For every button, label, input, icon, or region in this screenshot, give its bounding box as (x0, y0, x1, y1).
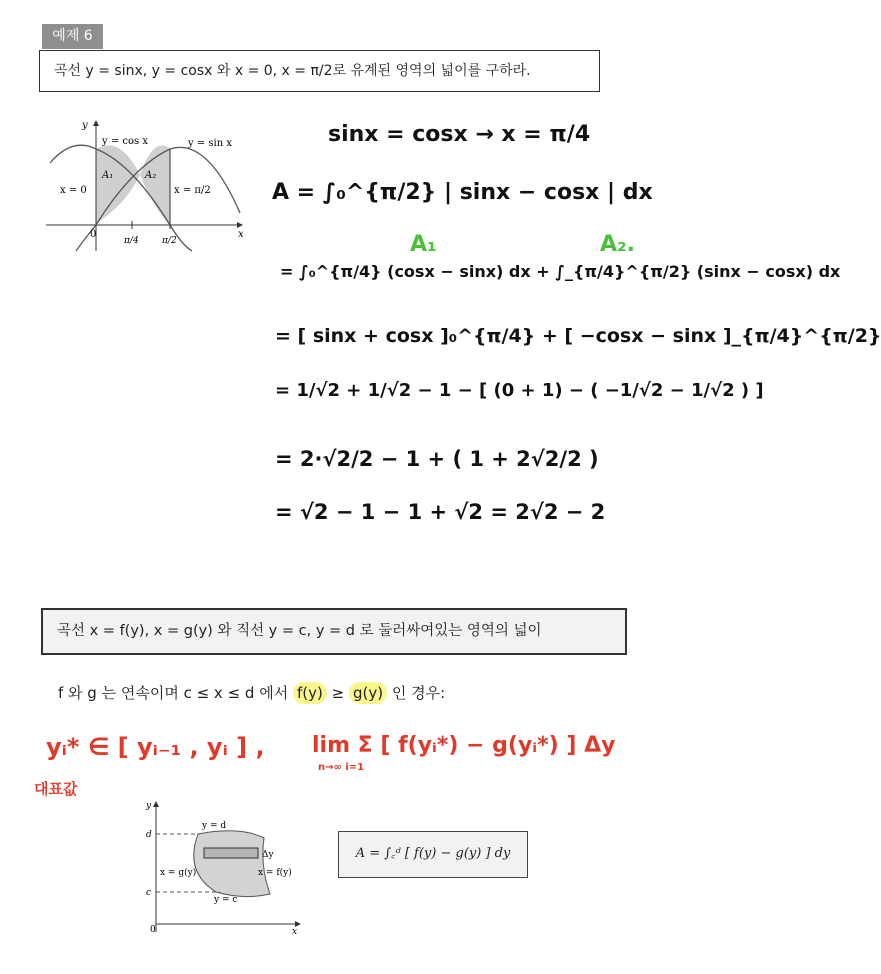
area-formula: A = ∫꜀ᵈ [ f(y) − g(y) ] dy (338, 831, 528, 878)
region-shape (194, 831, 270, 897)
solution-line-4: = [ sinx + cosx ]₀^{π/4} + [ −cosx − sinx ]_{π/4}^{π/2} (275, 325, 881, 347)
condition-geq: ≥ (326, 684, 349, 702)
example-tag: 예제 6 (42, 24, 103, 49)
solution-line-2: A = ∫₀^{π/2} | sinx − cosx | dx (272, 180, 653, 205)
solution-line-5: = 1/√2 + 1/√2 − 1 − [ (0 + 1) − ( −1/√2 − 1/√2 ) ] (275, 380, 764, 401)
xg-label: x = g(y) (160, 868, 197, 878)
origin-label-2: 0 (150, 925, 156, 935)
a1-label: A₁ (102, 170, 114, 181)
condition-pre: f 와 g 는 연속이며 c ≤ x ≤ d 에서 (58, 684, 293, 702)
fig1-x-label: x (238, 229, 244, 240)
solution-line-1: sinx = cosx → x = π/4 (328, 122, 591, 147)
cos-label: y = cos x (102, 136, 148, 147)
c-label: c (146, 888, 152, 898)
definition-box: 곡선 x = f(y), x = g(y) 와 직선 y = c, y = d 로 둘러싸여있는 영역의 넓이 (41, 608, 627, 655)
problem-statement: 곡선 y = sinx, y = cosx 와 x = 0, x = π/2로 유계된 영역의 넓이를 구하라. (39, 50, 600, 92)
strip-rect (204, 848, 258, 858)
sin-cos-figure (42, 115, 252, 255)
region-a1 (96, 145, 140, 223)
fig2-x-label: x (292, 927, 298, 937)
origin-label: 0 (90, 229, 97, 240)
condition-line (58, 678, 445, 708)
solution-line-6: = 2·√2/2 − 1 + ( 1 + 2√2/2 ) (275, 447, 599, 471)
label-a1: A₁ (410, 232, 437, 257)
tick-pi4: π/4 (124, 236, 139, 246)
red-note-left: yᵢ* ∈ [ yᵢ₋₁ , yᵢ ] , (46, 733, 265, 761)
tick-pi2: π/2 (162, 236, 177, 246)
fy-gy-figure (140, 796, 308, 936)
d-label: d (146, 830, 152, 840)
x0-label: x = 0 (60, 185, 87, 196)
red-note-right: lim Σ [ f(yᵢ*) − g(yᵢ*) ] Δy (312, 733, 616, 758)
condition-post: 인 경우: (387, 684, 446, 702)
condition-f: f(y) (293, 682, 327, 704)
solution-line-7: = √2 − 1 − 1 + √2 = 2√2 − 2 (275, 500, 606, 524)
xf-label: x = f(y) (258, 868, 292, 878)
red-note-below: 대표값 (34, 780, 78, 798)
dy-label: Δy (262, 850, 274, 860)
fig2-y-label: y (146, 801, 152, 811)
yc-label: y = c (214, 895, 238, 905)
yd-label: y = d (202, 821, 227, 831)
red-note-lim-sub: n→∞ i=1 (318, 762, 365, 773)
fig1-y-label: y (82, 120, 88, 131)
a2-label: A₂ (145, 170, 157, 181)
xpi2-label: x = π/2 (174, 185, 211, 196)
condition-g: g(y) (349, 682, 387, 704)
solution-line-3: = ∫₀^{π/4} (cosx − sinx) dx + ∫_{π/4}^{π/2} (sinx − cosx) dx (280, 262, 841, 281)
sin-label: y = sin x (188, 138, 232, 149)
label-a2: A₂. (600, 232, 636, 257)
